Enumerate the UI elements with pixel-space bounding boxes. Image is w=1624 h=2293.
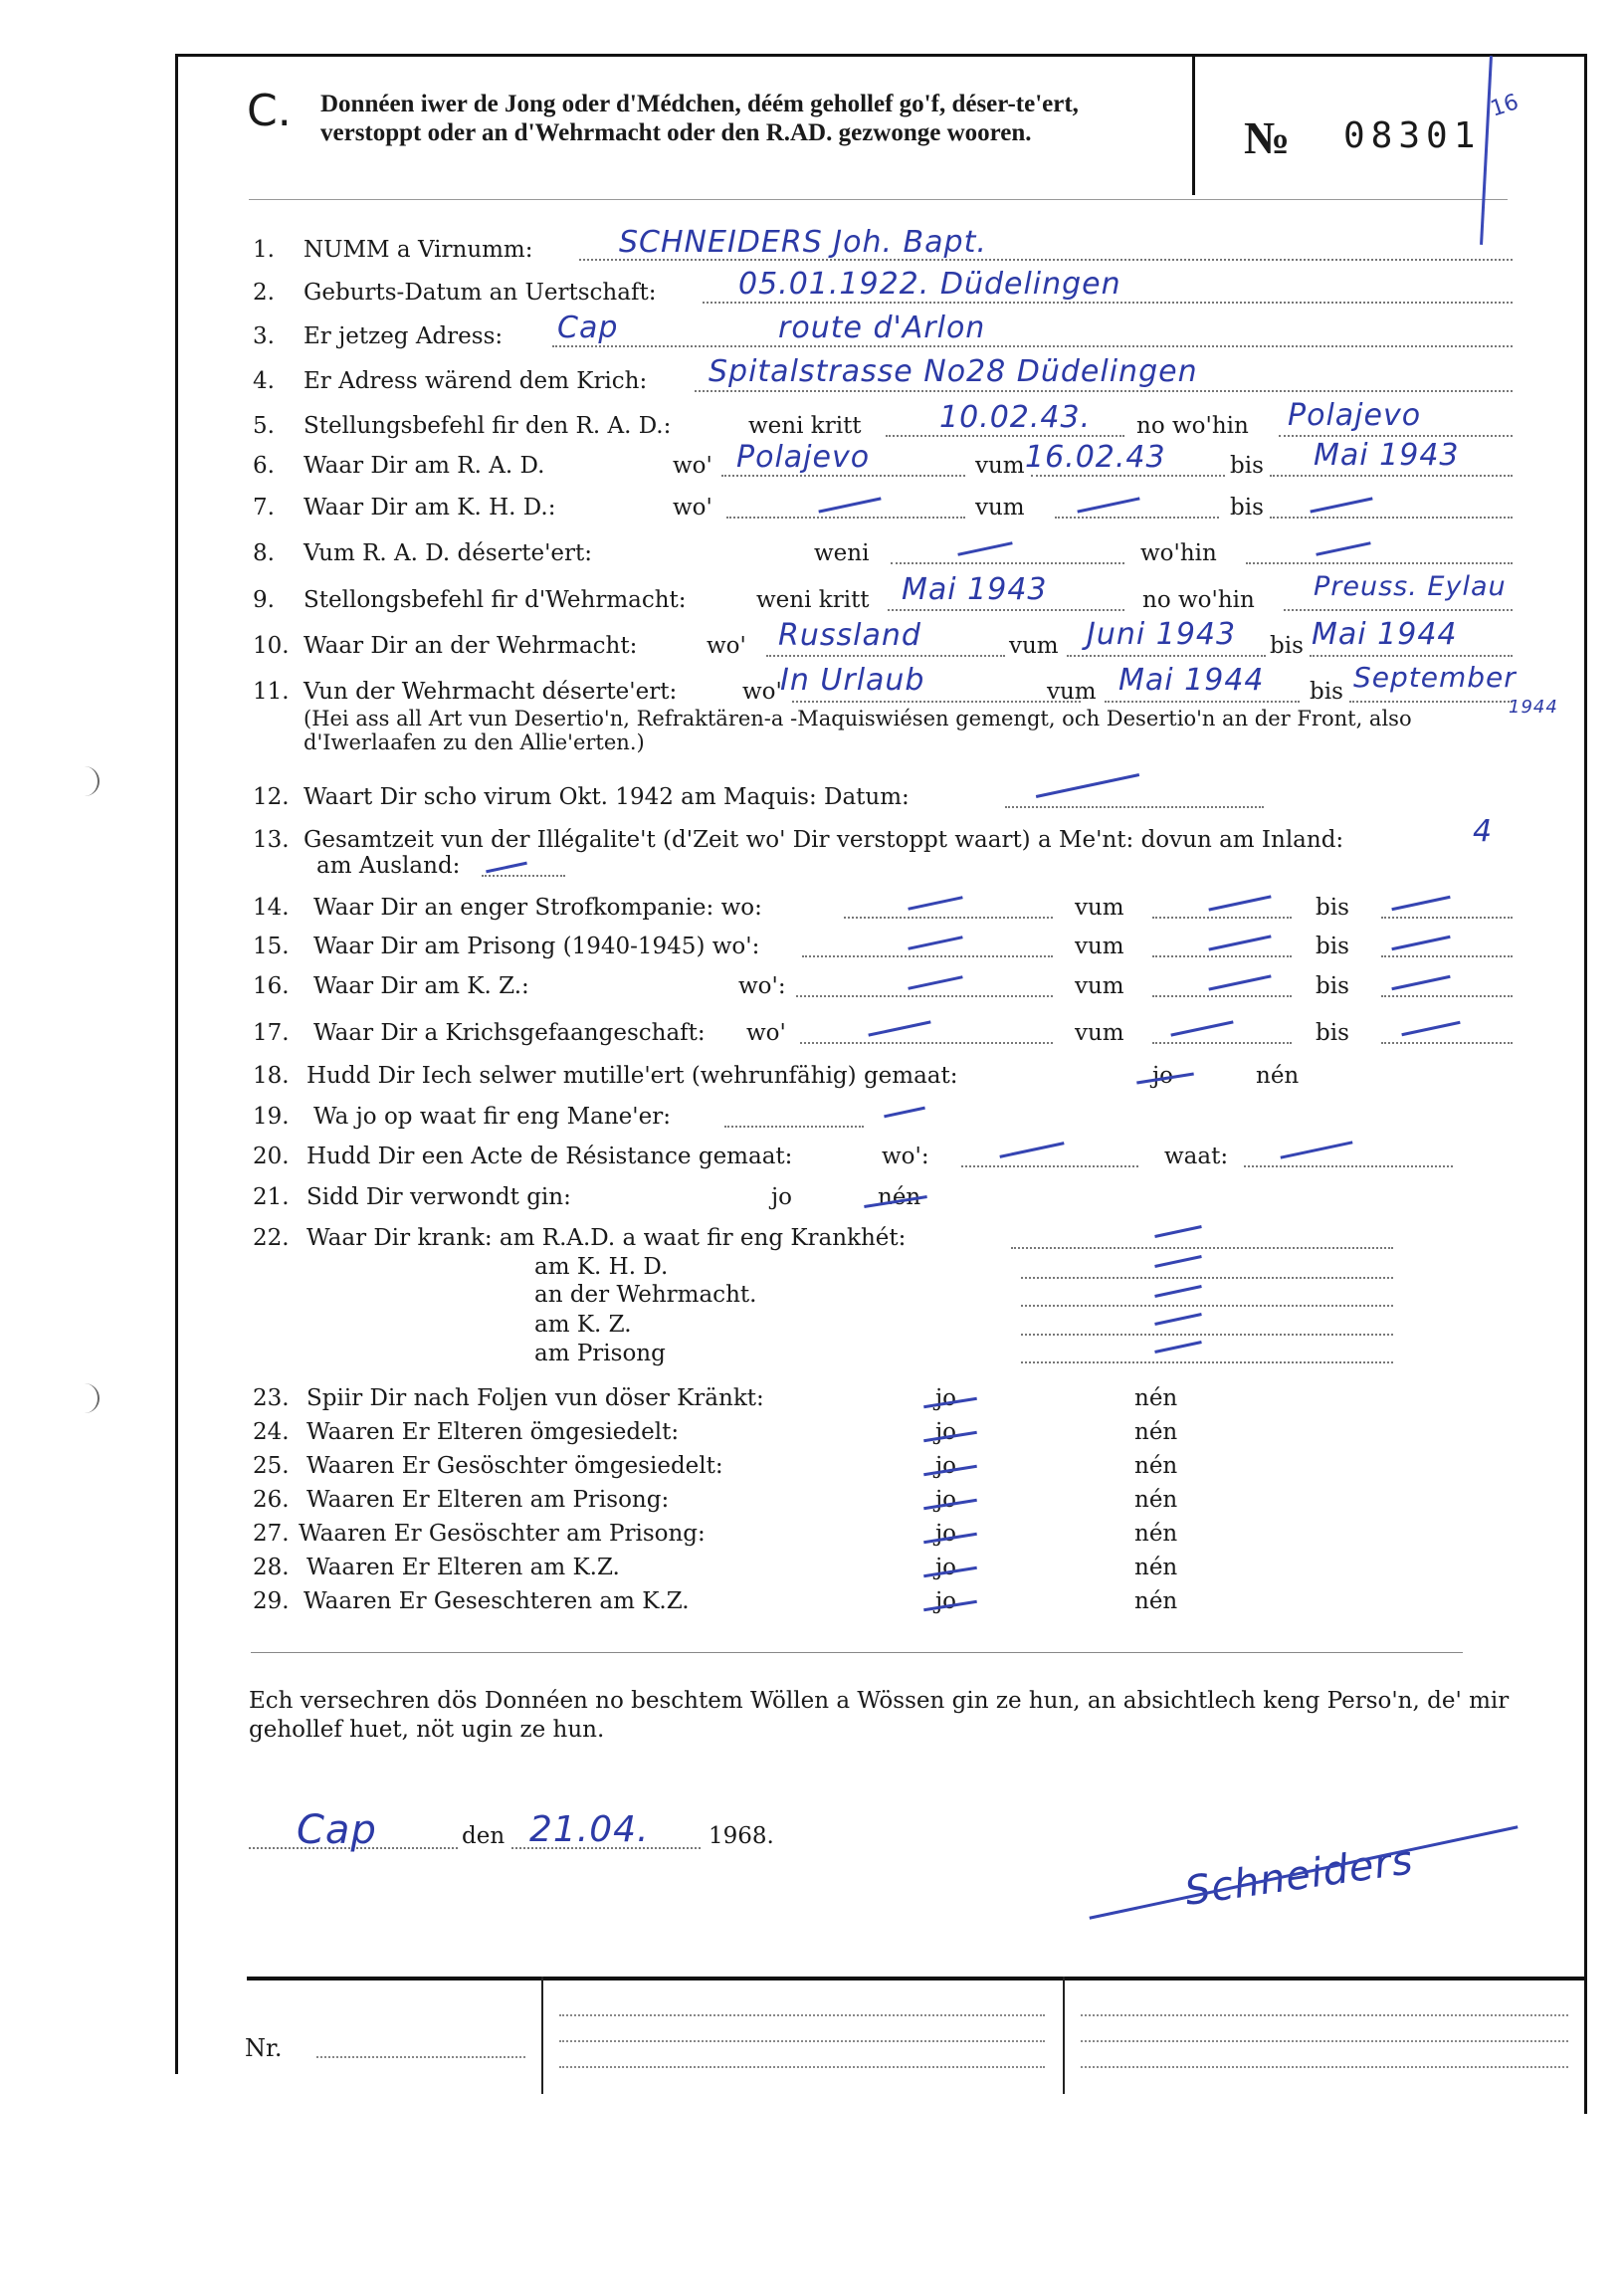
q27-number: 27. bbox=[253, 1521, 290, 1547]
number-sign: № bbox=[1244, 112, 1291, 163]
q22-dash-1 bbox=[1154, 1255, 1202, 1268]
q10-wo-label: wo' bbox=[707, 633, 746, 659]
year-label: 1968. bbox=[709, 1823, 774, 1849]
q15-number: 15. bbox=[253, 934, 290, 959]
q25-yes[interactable]: jo bbox=[935, 1453, 956, 1479]
footer-nr-label: Nr. bbox=[245, 2034, 283, 2062]
q9-nowohin-line bbox=[1284, 609, 1513, 611]
q5-weni-label: weni kritt bbox=[748, 413, 862, 439]
q21-yes[interactable]: jo bbox=[771, 1184, 792, 1210]
q16-vum-line bbox=[1152, 995, 1292, 997]
q17-bis-line bbox=[1381, 1042, 1513, 1044]
footer-rule bbox=[247, 1977, 1586, 1980]
q8-weni-dash bbox=[957, 541, 1012, 556]
q5-nowohin-line bbox=[1279, 435, 1513, 437]
footer-line-b3 bbox=[1081, 2066, 1568, 2068]
date-value[interactable]: 21.04. bbox=[529, 1809, 650, 1850]
q11-wo-label: wo' bbox=[742, 679, 782, 705]
q4-value[interactable]: Spitalstrasse No28 Düdelingen bbox=[709, 354, 1198, 389]
punch-hole-upper bbox=[84, 766, 100, 796]
q6-vum-value[interactable]: 16.02.43 bbox=[1025, 440, 1166, 475]
q14-wo-dash bbox=[908, 896, 962, 911]
q4-line bbox=[695, 390, 1513, 392]
q9-nowohin-value[interactable]: Preuss. Eylau bbox=[1314, 571, 1507, 602]
q11-note: (Hei ass all Art vun Desertio'n, Refraktären-a -Maquiswiésen gemengt, och Desertio'n an der Front, also d'Iwerlaafen zu den Allie'erten.) bbox=[304, 707, 1412, 754]
q22-dash-4 bbox=[1154, 1341, 1202, 1354]
q15-bis-dash bbox=[1391, 936, 1450, 950]
q14-bis-dash bbox=[1391, 896, 1450, 911]
q26-number: 26. bbox=[253, 1487, 290, 1513]
q6-label: Waar Dir am R. A. D. bbox=[304, 453, 545, 479]
section-letter: C. bbox=[247, 86, 292, 136]
q15-vum-line bbox=[1152, 955, 1292, 957]
q15-wo-dash bbox=[908, 936, 962, 950]
q11-vum-line bbox=[1105, 701, 1300, 703]
q21-number: 21. bbox=[253, 1184, 290, 1210]
q11-bis-value[interactable]: September bbox=[1353, 661, 1517, 694]
q14-number: 14. bbox=[253, 895, 290, 921]
q3-value-street[interactable]: route d'Arlon bbox=[778, 311, 986, 345]
q16-wo-dash bbox=[908, 975, 962, 990]
q19-number: 19. bbox=[253, 1104, 290, 1130]
q15-bis-label: bis bbox=[1316, 934, 1349, 959]
q29-no[interactable]: nén bbox=[1134, 1588, 1178, 1614]
q17-wo-line bbox=[800, 1042, 1053, 1044]
q22-number: 22. bbox=[253, 1225, 290, 1251]
q28-label: Waaren Er Elteren am K.Z. bbox=[306, 1555, 620, 1580]
q8-label: Vum R. A. D. déserte'ert: bbox=[304, 540, 593, 566]
q26-yes[interactable]: jo bbox=[935, 1487, 956, 1513]
q22-line-3 bbox=[1021, 1334, 1393, 1336]
q13-inland-value[interactable]: 4 bbox=[1473, 814, 1494, 849]
q22-dash-0 bbox=[1154, 1225, 1202, 1238]
footer-divider-1 bbox=[541, 1977, 543, 2094]
q3-label: Er jetzeg Adress: bbox=[304, 323, 504, 349]
q6-wo-label: wo' bbox=[673, 453, 712, 479]
q16-bis-line bbox=[1381, 995, 1513, 997]
margin-stroke bbox=[1480, 56, 1493, 245]
q24-yes[interactable]: jo bbox=[935, 1419, 956, 1445]
q6-number: 6. bbox=[253, 453, 275, 479]
punch-hole-lower bbox=[84, 1383, 100, 1413]
q17-bis-dash bbox=[1401, 1021, 1460, 1036]
q14-bis-line bbox=[1381, 917, 1513, 919]
q7-vum-label: vum bbox=[975, 495, 1025, 521]
q29-number: 29. bbox=[253, 1588, 290, 1614]
q21-no[interactable]: nén bbox=[878, 1184, 921, 1210]
q22-line-0 bbox=[1011, 1247, 1393, 1249]
q8-number: 8. bbox=[253, 540, 275, 566]
q10-bis-label: bis bbox=[1270, 633, 1304, 659]
q24-number: 24. bbox=[253, 1419, 290, 1445]
q18-number: 18. bbox=[253, 1063, 290, 1089]
q2-line bbox=[703, 302, 1513, 304]
q13-label: Gesamtzeit vun der Illégalite't (d'Zeit wo' Dir verstoppt waart) a Me'nt: dovun am Inland: bbox=[304, 827, 1344, 853]
q22-sub-3: am Prisong bbox=[534, 1341, 666, 1366]
q11-wo-value[interactable]: In Urlaub bbox=[780, 663, 925, 698]
q9-weni-label: weni kritt bbox=[756, 587, 870, 613]
q14-vum-label: vum bbox=[1075, 895, 1124, 921]
q23-label: Spiir Dir nach Foljen vun döser Kränkt: bbox=[306, 1385, 764, 1411]
form-frame-right bbox=[1584, 54, 1587, 2114]
q28-no[interactable]: nén bbox=[1134, 1555, 1178, 1580]
q22-dash-2 bbox=[1154, 1285, 1202, 1298]
q14-label: Waar Dir an enger Strofkompanie: wo: bbox=[313, 895, 762, 921]
q4-label: Er Adress wärend dem Krich: bbox=[304, 368, 648, 394]
q12-label: Waart Dir scho virum Okt. 1942 am Maquis: Datum: bbox=[304, 784, 910, 810]
header-rule bbox=[249, 199, 1508, 200]
q26-no[interactable]: nén bbox=[1134, 1487, 1178, 1513]
footer-line-a2 bbox=[559, 2040, 1045, 2042]
q7-bis-line bbox=[1270, 517, 1513, 519]
q7-bis-label: bis bbox=[1230, 495, 1264, 521]
q17-vum-dash bbox=[1170, 1020, 1233, 1036]
q9-weni-line bbox=[888, 609, 1124, 611]
q3-line bbox=[552, 345, 1513, 347]
q20-wo-line bbox=[961, 1165, 1138, 1167]
q6-wo-value[interactable]: Polajevo bbox=[736, 440, 871, 475]
q6-bis-value[interactable]: Mai 1943 bbox=[1314, 438, 1460, 473]
q16-wo-label: wo': bbox=[738, 973, 786, 999]
q10-wo-line bbox=[766, 655, 1005, 657]
q14-vum-line bbox=[1152, 917, 1292, 919]
q22-dash-3 bbox=[1154, 1313, 1202, 1326]
q10-vum-label: vum bbox=[1009, 633, 1059, 659]
q11-label: Vun der Wehrmacht déserte'ert: bbox=[304, 679, 678, 705]
q7-wo-line bbox=[726, 517, 965, 519]
form-frame-top bbox=[175, 54, 1586, 57]
q15-wo-line bbox=[802, 955, 1053, 957]
q8-weni-label: weni bbox=[814, 540, 870, 566]
header-divider bbox=[1192, 54, 1195, 195]
q5-number: 5. bbox=[253, 413, 275, 439]
q11-bis-line bbox=[1349, 701, 1513, 703]
q20-waat-label: waat: bbox=[1164, 1144, 1229, 1169]
q8-wohin-line bbox=[1246, 562, 1513, 564]
q27-no[interactable]: nén bbox=[1134, 1521, 1178, 1547]
q8-wohin-dash bbox=[1316, 541, 1370, 556]
q7-wo-label: wo' bbox=[673, 495, 712, 521]
signature-stroke bbox=[1089, 1825, 1518, 1919]
q6-wo-line bbox=[721, 475, 965, 477]
den-label: den bbox=[462, 1823, 506, 1849]
q10-label: Waar Dir an der Wehrmacht: bbox=[304, 633, 638, 659]
q12-number: 12. bbox=[253, 784, 290, 810]
q6-bis-line bbox=[1270, 475, 1513, 477]
q1-label: NUMM a Virnumm: bbox=[304, 237, 533, 263]
q8-wohin-label: wo'hin bbox=[1140, 540, 1217, 566]
q14-vum-dash bbox=[1208, 895, 1271, 911]
q28-yes[interactable]: jo bbox=[935, 1555, 956, 1580]
q22-line-1 bbox=[1021, 1277, 1393, 1279]
q15-label: Waar Dir am Prisong (1940-1945) wo': bbox=[313, 934, 760, 959]
q7-label: Waar Dir am K. H. D.: bbox=[304, 495, 556, 521]
q2-number: 2. bbox=[253, 280, 275, 306]
q19-dash bbox=[884, 1107, 925, 1119]
q7-bis-dash bbox=[1310, 497, 1372, 513]
q22-sub-1: an der Wehrmacht. bbox=[534, 1282, 757, 1308]
q18-yes[interactable]: jo bbox=[1152, 1063, 1173, 1089]
q22-sub-0: am K. H. D. bbox=[534, 1254, 669, 1280]
q25-number: 25. bbox=[253, 1453, 290, 1479]
section-title: Donnéen iwer de Jong oder d'Médchen, déém gehollef go'f, déser-te'ert, verstoppt oder an d'Wehrmacht oder den R.AD. gezwonge wooren. bbox=[320, 91, 1079, 146]
q2-value[interactable]: 05.01.1922. Düdelingen bbox=[738, 267, 1121, 302]
q23-yes[interactable]: jo bbox=[935, 1385, 956, 1411]
margin-note: 16 bbox=[1487, 90, 1522, 122]
q29-yes[interactable]: jo bbox=[935, 1588, 956, 1614]
q20-number: 20. bbox=[253, 1144, 290, 1169]
q16-vum-label: vum bbox=[1075, 973, 1124, 999]
q17-wo-dash bbox=[868, 1020, 930, 1036]
footer-divider-2 bbox=[1063, 1977, 1065, 2094]
footer-line-b2 bbox=[1081, 2040, 1568, 2042]
place-value[interactable]: Cap bbox=[297, 1807, 377, 1853]
q17-wo-label: wo' bbox=[746, 1020, 786, 1046]
q10-bis-value[interactable]: Mai 1944 bbox=[1312, 617, 1458, 652]
q23-no[interactable]: nén bbox=[1134, 1385, 1178, 1411]
q5-nowohin-value[interactable]: Polajevo bbox=[1288, 398, 1422, 433]
q11-bis-label: bis bbox=[1310, 679, 1343, 705]
q5-nowohin-label: no wo'hin bbox=[1136, 413, 1249, 439]
q6-vum-label: vum bbox=[975, 453, 1025, 479]
q13-ausland-dash bbox=[486, 862, 527, 874]
q11-bis-year[interactable]: 1944 bbox=[1509, 697, 1558, 718]
q18-no[interactable]: nén bbox=[1256, 1063, 1300, 1089]
q19-label: Wa jo op waat fir eng Mane'er: bbox=[313, 1104, 671, 1130]
q12-line bbox=[1005, 806, 1264, 808]
q3-number: 3. bbox=[253, 323, 275, 349]
q17-bis-label: bis bbox=[1316, 1020, 1349, 1046]
q25-no[interactable]: nén bbox=[1134, 1453, 1178, 1479]
q9-nowohin-label: no wo'hin bbox=[1142, 587, 1255, 613]
q16-bis-label: bis bbox=[1316, 973, 1349, 999]
footer-line-a3 bbox=[559, 2066, 1045, 2068]
section-separator bbox=[251, 1652, 1463, 1653]
q16-label: Waar Dir am K. Z.: bbox=[313, 973, 529, 999]
signature: Schneiders bbox=[1181, 1837, 1417, 1915]
q16-vum-dash bbox=[1208, 974, 1271, 990]
q10-number: 10. bbox=[253, 633, 290, 659]
q16-bis-dash bbox=[1391, 975, 1450, 990]
q16-number: 16. bbox=[253, 973, 290, 999]
q6-vum-line bbox=[1031, 475, 1225, 477]
q16-wo-line bbox=[796, 995, 1053, 997]
q20-wo-dash bbox=[999, 1142, 1064, 1158]
q5-label: Stellungsbefehl fir den R. A. D.: bbox=[304, 413, 672, 439]
q10-vum-value[interactable]: Juni 1943 bbox=[1087, 617, 1237, 652]
q17-label: Waar Dir a Krichsgefaangeschaft: bbox=[313, 1020, 706, 1046]
footer-line-b1 bbox=[1081, 2014, 1568, 2016]
q11-vum-label: vum bbox=[1047, 679, 1097, 705]
q11-vum-value[interactable]: Mai 1944 bbox=[1118, 663, 1265, 698]
footer-line-a1 bbox=[559, 2014, 1045, 2016]
q17-vum-label: vum bbox=[1075, 1020, 1124, 1046]
q20-wo-label: wo': bbox=[882, 1144, 929, 1169]
declaration-text: Ech versechren dös Donnéen no beschtem Wöllen a Wössen gin ze hun, an absichtlech keng Perso'n, de' mir gehollef huet, nöt ugin ze hun. bbox=[249, 1688, 1510, 1743]
q24-label: Waaren Er Elteren ömgesiedelt: bbox=[306, 1419, 680, 1445]
q8-weni-line bbox=[891, 562, 1124, 564]
footer-nr-line bbox=[316, 2056, 525, 2058]
q22-label: Waar Dir krank: am R.A.D. a waat fir eng Krankhét: bbox=[306, 1225, 907, 1251]
q10-bis-line bbox=[1310, 655, 1513, 657]
q22-line-4 bbox=[1021, 1361, 1393, 1363]
q7-wo-dash bbox=[818, 497, 881, 513]
q24-no[interactable]: nén bbox=[1134, 1419, 1178, 1445]
q7-vum-line bbox=[1055, 517, 1219, 519]
q9-weni-value[interactable]: Mai 1943 bbox=[902, 572, 1048, 607]
q9-label: Stellongsbefehl fir d'Wehrmacht: bbox=[304, 587, 687, 613]
q14-wo-line bbox=[844, 917, 1053, 919]
q13-ausland-label: am Ausland: bbox=[316, 853, 461, 879]
q11-wo-line bbox=[792, 701, 1081, 703]
q1-number: 1. bbox=[253, 237, 275, 263]
q2-label: Geburts-Datum an Uertschaft: bbox=[304, 280, 657, 306]
q22-line-2 bbox=[1021, 1305, 1393, 1307]
q10-wo-value[interactable]: Russland bbox=[778, 618, 921, 653]
q21-label: Sidd Dir verwondt gin: bbox=[306, 1184, 571, 1210]
q28-number: 28. bbox=[253, 1555, 290, 1580]
form-frame-left bbox=[175, 54, 178, 2074]
q22-sub-2: am K. Z. bbox=[534, 1312, 632, 1338]
q15-bis-line bbox=[1381, 955, 1513, 957]
q19-line bbox=[724, 1126, 864, 1128]
q17-number: 17. bbox=[253, 1020, 290, 1046]
q25-label: Waaren Er Gesöschter ömgesiedelt: bbox=[306, 1453, 723, 1479]
q10-vum-line bbox=[1067, 655, 1266, 657]
q14-bis-label: bis bbox=[1316, 895, 1349, 921]
q15-vum-dash bbox=[1208, 935, 1271, 950]
form-number: 08301 bbox=[1343, 115, 1482, 156]
q27-label: Waaren Er Gesöschter am Prisong: bbox=[299, 1521, 706, 1547]
q11-number: 11. bbox=[253, 679, 290, 705]
q18-label: Hudd Dir Iech selwer mutille'ert (wehrunfähig) gemaat: bbox=[306, 1063, 958, 1089]
q15-vum-label: vum bbox=[1075, 934, 1124, 959]
q12-dash bbox=[1036, 773, 1139, 798]
q23-number: 23. bbox=[253, 1385, 290, 1411]
q5-weni-line bbox=[886, 435, 1124, 437]
q9-number: 9. bbox=[253, 587, 275, 613]
q26-label: Waaren Er Elteren am Prisong: bbox=[306, 1487, 670, 1513]
q7-number: 7. bbox=[253, 495, 275, 521]
q20-waat-dash bbox=[1280, 1141, 1352, 1158]
q6-bis-label: bis bbox=[1230, 453, 1264, 479]
q5-weni-value[interactable]: 10.02.43. bbox=[939, 400, 1092, 435]
q4-number: 4. bbox=[253, 368, 275, 394]
q17-vum-line bbox=[1152, 1042, 1292, 1044]
q13-number: 13. bbox=[253, 827, 290, 853]
q27-yes[interactable]: jo bbox=[935, 1521, 956, 1547]
q20-label: Hudd Dir een Acte de Résistance gemaat: bbox=[306, 1144, 793, 1169]
q29-label: Waaren Er Geseschteren am K.Z. bbox=[304, 1588, 690, 1614]
q13-ausland-line bbox=[482, 875, 565, 877]
q1-value[interactable]: SCHNEIDERS Joh. Bapt. bbox=[619, 225, 987, 260]
q7-vum-dash bbox=[1077, 497, 1139, 513]
q3-value[interactable]: Cap bbox=[557, 311, 619, 345]
q20-waat-line bbox=[1244, 1165, 1453, 1167]
